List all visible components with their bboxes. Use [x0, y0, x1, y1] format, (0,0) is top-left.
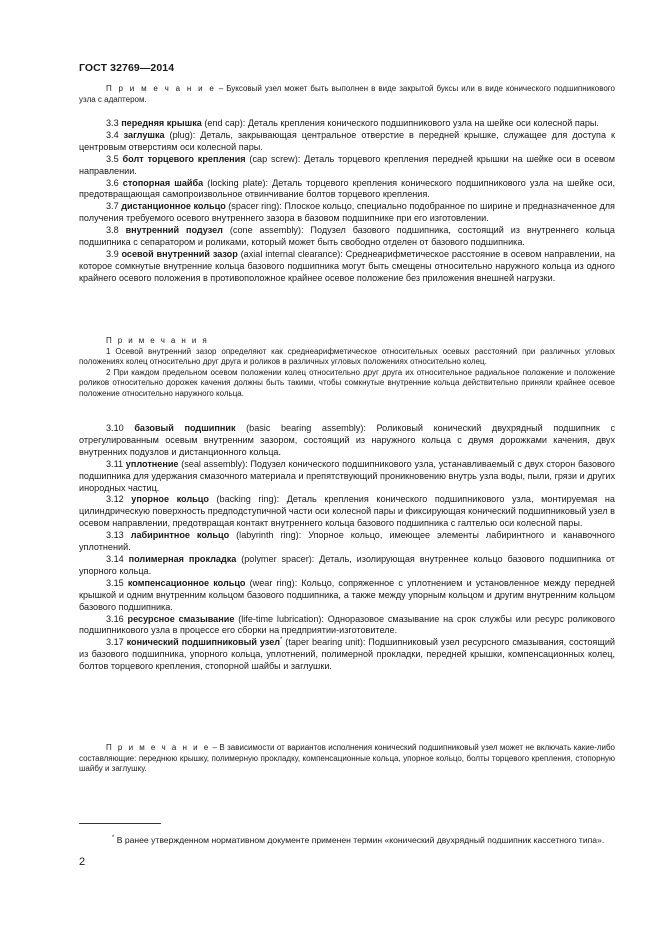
block2-definition-3-13 — [79, 530, 615, 554]
definition-text: (life-time lubrication): Одноразовое смазывание на срок службы или ресурс роликового подшипникового узла в процессе его сборки на предприятии-изготовителе. — [79, 613, 615, 636]
note-bottom — [79, 743, 615, 775]
block2-definition-3-16 — [79, 614, 615, 638]
definition-term: компенсационное кольцо — [127, 577, 246, 588]
definition-text: (polymer spacer): Деталь, изолирующая внутреннее кольцо базового подшипника от упорного кольца. — [79, 553, 616, 576]
definition-number: 3.11 — [106, 458, 124, 469]
definition-number: 3.6 — [106, 177, 119, 188]
note-item: 2 При каждом предельном осевом положении колец относительно друг друга их относительное радиальное положение и положение роликов относительно дорожек качения должны быть такими, чтобы сомкнутые внутренние кольца действительно приняли крайнее осевое положение относительно наружного кольца. — [79, 367, 615, 398]
block2-definition-3-14 — [79, 554, 615, 578]
definition-text: (end cap): Деталь крепления конического подшипникового узла на шейке оси колесной пары. — [201, 118, 599, 128]
block1-definition-3-7 — [79, 201, 615, 225]
footnote-divider — [79, 823, 161, 824]
definition-term: болт торцевого крепления — [122, 153, 246, 164]
definition-number: 3.15 — [106, 577, 124, 588]
block1-definition-3-8 — [79, 225, 615, 249]
definition-text: (cap screw): Деталь торцевого крепления передней крышки на шейке оси в осевом направлении. — [79, 153, 615, 176]
definition-term: ресурсное смазывание — [127, 613, 235, 624]
block1-definition-3-5 — [79, 154, 615, 178]
definition-number: 3.8 — [106, 225, 119, 236]
definition-term: стопорная шайба — [122, 177, 204, 188]
definition-number: 3.3 — [106, 118, 119, 128]
definition-text: (wear ring): Кольцо, сопряженное с уплотнением и установленное между передней крышкой и одним внутренним кольцом базового подшипника, а также между упорным кольцом и другим внутренним кольцом базового подшипника. — [79, 577, 615, 612]
definition-number: 3.14 — [106, 553, 124, 564]
definition-number: 3.9 — [106, 248, 119, 259]
definition-term: передняя крышка — [121, 118, 202, 128]
definition-term: уплотнение — [125, 458, 179, 469]
definition-number: 3.10 — [106, 423, 124, 433]
footnote — [79, 835, 615, 847]
note-text: – Буксовый узел может быть выполнен в виде закрытой буксы или в виде конического подшипникового узла с адаптером. — [79, 84, 615, 104]
definition-text: (labyrinth ring): Упорное кольцо, имеющее элементы лабиринтного и канавочного уплотнений. — [79, 530, 615, 553]
definition-number: 3.16 — [106, 613, 124, 624]
definition-text: (backing ring): Деталь крепления конического подшипникового узла, монтируемая на цилиндрическую поверхность предподступичной части оси колесной пары и фиксирующая конический подшипниковый узел в осевом направлении, предотвращая контакт внутреннего кольца базового подшипника с галтелью оси колесной пары. — [79, 494, 615, 529]
block1-definition-3-4 — [79, 130, 615, 154]
note-item: 1 Осевой внутренний зазор определяют как среднеарифметическое относительных осевых расстояний при различных угловых положениях колец относительно друг друга и роликов в различных угловых положениях относительно колец. — [79, 346, 615, 367]
definition-number: 3.4 — [106, 129, 119, 140]
block1-definition-3-3 — [79, 118, 615, 130]
block2-definition-3-11 — [79, 459, 615, 495]
definition-text: (basic bearing assembly): Роликовый конический двухрядный подшипник с отрегулированным осевым внутренним зазором, состоящий из наружного кольца с двумя дорожками качения, двух внутренних подузлов и дистанционного кольца. — [79, 423, 615, 457]
footnote-mark: * — [112, 835, 115, 841]
note-top — [79, 84, 615, 105]
block2-definition-3-12 — [79, 494, 615, 530]
block2-definition-3-17 — [79, 637, 615, 673]
definition-term: полимерная прокладка — [128, 553, 237, 564]
definition-text: (axial internal clearance): Среднеарифметическое расстояние в осевом направлении, на которое сомкнутые внутренние кольца базового подшипника могут быть смещены относительно наружного кольца из одного крайнего осевого положения в противоположное крайнее осевое положение без приложения внешней нагрузки. — [79, 248, 616, 283]
block1-definition-3-6 — [79, 178, 615, 202]
block1-definition-3-9 — [79, 249, 615, 285]
definition-number: 3.5 — [106, 153, 119, 164]
definition-text: (cone assembly): Подузел базового подшипника, состоящий из внутреннего кольца подшипника с сепаратором и роликами, который может быть свободно отделен от базового подшипника. — [79, 225, 615, 248]
definition-term: лабиринтное кольцо — [130, 530, 230, 541]
notes-label: П р и м е ч а н и я — [106, 336, 209, 345]
definition-text: (locking plate): Деталь торцевого крепления конического подшипникового узла на шейке оси, предотвращающая самопроизвольное отвинчивание болтов торцевого крепления. — [79, 177, 616, 200]
footnote-text: В ранее утвержденном нормативном документе применен термин «конический двухрядный подшипник кассетного типа». — [114, 835, 605, 845]
definitions-block-2 — [79, 423, 615, 673]
definition-number: 3.17 — [106, 637, 124, 648]
definition-term: заглушка — [123, 129, 165, 140]
definition-term: конический подшипниковый узел — [126, 637, 281, 648]
definition-term: базовый подшипник — [134, 423, 236, 433]
note-text: – В зависимости от вариантов исполнения конический подшипниковый узел может не включать какие-либо составляющие: переднюю крышку, полимерную прокладку, компенсационные кольца, упорное кольцо, болты торцевого крепления, стопорную шайбу и заглушку. — [79, 743, 615, 774]
footnote-reference-mark: * — [280, 637, 283, 644]
definition-number: 3.13 — [106, 530, 124, 541]
block2-definition-3-10 — [79, 423, 615, 459]
page-number: 2 — [79, 856, 86, 868]
definition-text: (plug): Деталь, закрывающая центральное отверстие в передней крышке, служащее для доступа к центровым отверстиям оси колесной пары. — [79, 129, 615, 152]
definitions-block-1 — [79, 118, 615, 285]
definition-number: 3.12 — [106, 494, 124, 505]
definition-term: внутренний подузел — [125, 225, 223, 236]
note-label: П р и м е ч а н и е — [106, 84, 216, 93]
definition-number: 3.7 — [106, 201, 119, 212]
definition-term: упорное кольцо — [131, 494, 209, 505]
definition-text: (taper bearing unit): Подшипниковый узел ресурсного смазывания, состоящий из базового подшипника, упорного кольца, уплотнений, полимерной прокладки, передней крышки, компенсационных колец, болтов торцевого крепления, стопорной шайбы и заглушки. — [79, 637, 615, 672]
block2-definition-3-15 — [79, 578, 615, 614]
document-header: ГОСТ 32769—2014 — [79, 62, 175, 74]
notes-middle — [79, 336, 615, 400]
note-label: П р и м е ч а н и е — [106, 743, 211, 752]
definition-text: (seal assembly): Подузел конического подшипникового узла, устанавливаемый с двух сторон базового подшипника для удержания смазочного материала и препятствующий проникновению внутрь узла воды, пыли, грязи и других инородных частиц. — [79, 458, 615, 493]
definition-term: дистанционное кольцо — [121, 201, 226, 212]
definition-text: (spacer ring): Плоское кольцо, специально подобранное по ширине и предназначенное для получения требуемого осевого внутреннего зазора в базовом подшипнике при его изготовлении. — [79, 201, 615, 224]
definition-term: осевой внутренний зазор — [121, 248, 238, 259]
